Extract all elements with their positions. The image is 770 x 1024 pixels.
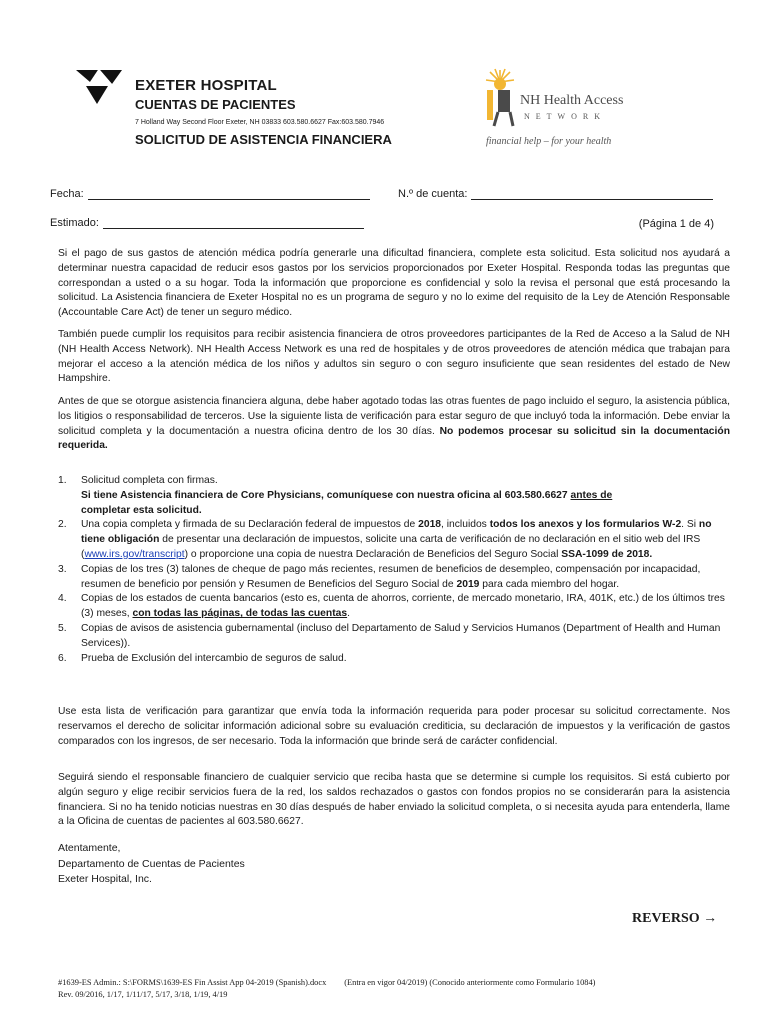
list-text: Una copia completa y firmada de su Declaración federal de impuestos de [81,519,419,531]
list-text: Copias de avisos de asistencia gubernamental (incluso del Departamento de Salud y Servicios Humanos (Department of Health and Human Services)). [81,622,721,649]
list-text: Copias de los estados de cuenta bancarios (esto es, cuenta de ahorros, corriente, de mercado monetario, IRA, 401K, etc.) de los últimos tres (3) meses, [81,593,725,620]
list-number: 3. [58,563,67,575]
hospital-address: 7 Holland Way Second Floor Exeter, NH 03833 603.580.6627 Fax:603.580.7946 [135,119,385,126]
list-item [58,622,730,652]
cuenta-input-line[interactable] [471,187,713,200]
footer-form-id: #1639-ES Admin.: S:\FORMS\1639-ES Fin Assist App 04-2019 (Spanish).docx [58,978,327,987]
list-item [58,563,730,593]
list-bold-text: completar esta solicitud. [81,504,202,516]
closing-signature [58,841,245,888]
list-number: 6. [58,652,67,664]
exeter-hospital-logo-icon [76,68,122,106]
list-number: 1. [58,475,67,486]
footer-effective-note: (Entra en vigor 04/2019) (Conocido anteriormente como Formulario 1084) [344,978,596,987]
list-item [58,474,730,518]
list-bold-text: todos los anexos y los formularios W-2 [489,519,682,531]
department-name: CUENTAS DE PACIENTES [135,97,296,112]
sun-figure-icon [484,68,520,128]
checklist [58,474,730,666]
intro-paragraph-2: También puede cumplir los requisitos para recibir asistencia financiera de otros proveedores participantes de la Red de Acceso a la Salud de NH (NH Health Access Network). NH Health Access Network es una red de hospitales y de otros proveedores de atención médica que trabajan para mejorar el acceso a la atención médica de los niños y adultos sin seguro o con seguro insuficiente que sean residentes del estado de New Hampshire. [58,329,730,385]
list-item [58,518,730,562]
estimado-field [50,216,364,229]
closing-line: Exeter Hospital, Inc. [58,873,152,885]
list-item [58,652,730,667]
intro-paragraph-3-text: Antes de que se otorgue asistencia financiera alguna, debe haber agotado todas las otras fuentes de pago incluido el seguro, la asistencia pública, los litigios o responsabilidad de terceros. Use la siguiente lista de verificación para estar seguro de que incluyó toda la información. Debe enviar la solicitud completa y la documentación a nuestra oficina dentro de los 30 días. [58,396,730,437]
nh-logo-title: NH Health Access [520,93,624,108]
list-number: 4. [58,593,67,605]
list-number: 2. [58,519,67,531]
cuenta-field [398,187,713,200]
hospital-name: EXETER HOSPITAL [135,77,277,94]
nh-logo-network: NETWORK [524,112,606,121]
list-text: Copias de los tres (3) talones de cheque de pago más recientes, resumen de beneficios de desempleo, compensación por incapacidad, resumen de beneficio por pensión y Resumen de Beneficios del Seguro Social de [81,563,701,590]
page-indicator: (Página 1 de 4) [638,218,714,230]
irs-transcript-link[interactable]: www.irs.gov/transcript [84,548,185,560]
nh-logo-tagline: financial help – for your health [486,136,612,147]
list-bold-text: no tiene obligación [81,519,712,546]
list-text: , incluidos [441,519,490,531]
fecha-label: Fecha: [50,188,84,200]
list-number: 5. [58,622,67,634]
form-title: SOLICITUD DE ASISTENCIA FINANCIERA [135,132,392,147]
estimado-input-line[interactable] [103,216,364,229]
intro-paragraph-3 [58,395,730,454]
list-text: de presentar una declaración de impuestos, solicite una carta de verificación de no declaración en el sitio web del IRS ( [81,534,701,560]
list-bold-text: SSA-1099 de 2018. [561,548,653,560]
list-bold-underline: con todas las páginas, de todas las cuentas [132,608,348,620]
fecha-field [50,187,370,200]
paragraph-checklist-usage: Use esta lista de verificación para garantizar que envía toda la información requerida para poder procesar su solicitud correctamente. Nos reservamos el derecho de solicitar información adicional sobre su evaluación crediticia, su declaración de impuestos y la verificación de gastos comparados con los ingresos, de ser necesario. Toda la información que brinde será de carácter confidencial. [58,706,730,747]
intro-paragraph-3-bold: No podemos procesar su solicitud sin la documentación requerida. [58,425,730,452]
footer-revisions: Rev. 09/2016, 1/17, 1/11/17, 5/17, 3/18, 1/19, 4/19 [58,990,228,999]
closing-line: Departamento de Cuentas de Pacientes [58,857,245,870]
estimado-label: Estimado: [50,217,99,229]
fecha-input-line[interactable] [88,187,370,200]
list-text: para cada miembro del hogar. [479,578,620,590]
intro-paragraph-1: Si el pago de sus gastos de atención médica podría generarle una dificultad financiera, complete esta solicitud. Esta solicitud nos ayudará a determinar nuestra capacidad de reducir esos gastos por los servicios proporcionados por Exeter Hospital. Responda todas las preguntas que correspondan a usted o a su hogar. Toda la información que proporcione es confidencial y solo la revisa el personal que está procesando la solicitud. La Asistencia financiera de Exeter Hospital no es un programa de seguro y no lo exime del requisito de la Ley de Atención Responsable (Accountable Care Act) de tener un seguro médico. [58,248,730,319]
list-bold-text: Si tiene Asistencia financiera de Core Physicians, comuníquese con nuestra oficina al 603.580.6627 [81,489,571,501]
list-text: . Si [681,519,699,531]
paragraph-responsibility: Seguirá siendo el responsable financiero de cualquier servicio que reciba hasta que se determine si cumple los requisitos. Si está cubierto por algún seguro y elige recibir servicios fuera de la red, los saldos rechazados o gastos con fondos propios no se considerarán para la asistencia financiera. Si no ha tenido noticias nuestras en 30 días después de haber enviado la solicitud completa, o si necesita ayuda para entenderla, llame a la Oficina de cuentas de pacientes al 603.580.6627. [58,772,730,828]
list-text: Solicitud completa con firmas. [81,475,218,486]
list-text: Prueba de Exclusión del intercambio de seguros de salud. [81,652,347,664]
list-text: . [347,608,350,620]
reverso-label: REVERSO → [632,911,718,926]
cuenta-label: N.º de cuenta: [398,188,468,200]
list-bold-text: 2019 [456,578,480,590]
nh-health-access-logo [484,68,634,148]
list-item [58,592,730,622]
list-text: ) o proporcione una copia de nuestra Declaración de Beneficios del Seguro Social [184,548,562,560]
closing-line: Atentamente, [58,842,121,854]
footer [58,977,595,1001]
list-bold-underline: antes de [570,489,613,501]
list-bold-text: 2018 [418,519,442,531]
